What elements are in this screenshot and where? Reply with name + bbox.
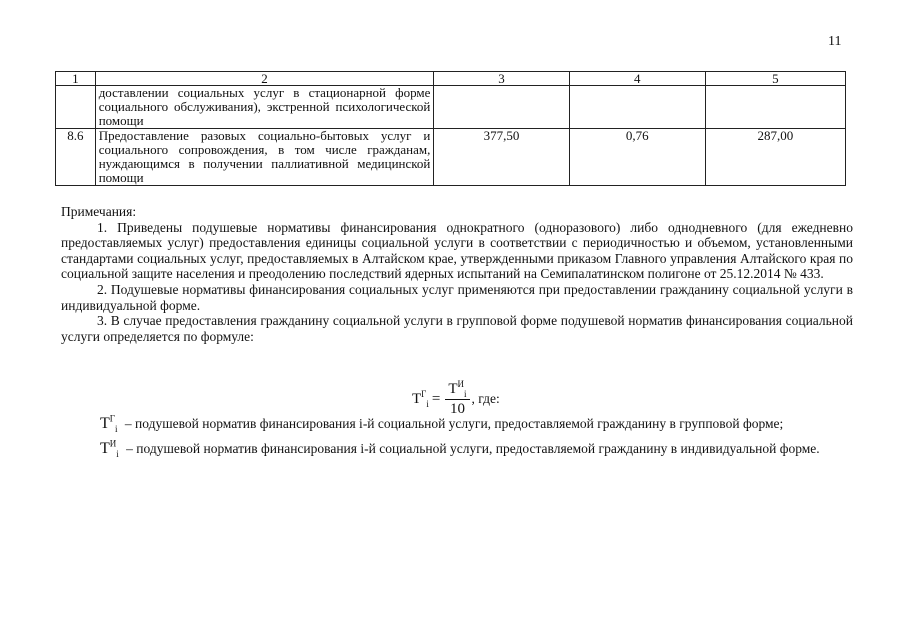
definition-symbol: $T^Г_i$: [100, 413, 118, 435]
service-description: Предоставление разовых социально-бытовых услуг и социального сопровождения, в том числе гражданам, нуждающимся в получении паллиативной медицинской помощи: [98, 128, 431, 185]
formula-equals: =: [431, 390, 441, 407]
service-description: доставлении социальных услуг в стационарной форме социального обслуживания), экстренной психологической помощи: [98, 85, 431, 128]
standards-table: [55, 71, 846, 186]
definition-symbol: $T^И_i$: [100, 438, 119, 460]
formula-lhs: $T^Г_i$: [412, 388, 429, 409]
formula-fraction: [445, 378, 469, 418]
page-number: 11: [828, 34, 842, 49]
note-item: 1. Приведены подушевые нормативы финансирования однократного (одноразового) либо однодневного (для ежедневно предоставляемых услуг) предоставления единицы социальной услуги в соответствии с периодичностью и объемом, установленными стандартами социальных услуг, предоставляемых в Алтайском крае, утвержденными приказом Главного управления Алтайского края по социальной защите населения и преодолению последствий ядерных испытаний на Семипалатинском полигоне от 25.12.2014 № 433.: [61, 219, 853, 282]
header-cell: 3: [434, 72, 569, 86]
header-cell: 1: [56, 72, 96, 86]
value-cell: 287,00: [705, 129, 845, 186]
note-item: 3. В случае предоставления гражданину социальной услуги в групповой форме подушевой норматив финансирования социальной услуги определяется по формуле:: [61, 313, 853, 344]
notes-heading: Примечания:: [61, 204, 137, 219]
note-item: 2. Подушевые нормативы финансирования социальных услуг применяются при предоставлении гражданину социальной услуги в индивидуальной форме.: [61, 281, 853, 313]
value-cell: 377,50: [434, 129, 569, 186]
value-cell: [705, 86, 845, 129]
header-cell: 5: [705, 72, 845, 86]
row-number-cell: [56, 86, 96, 129]
notes-section: [61, 204, 853, 344]
formula: [412, 378, 500, 417]
formula-denominator: 10: [449, 400, 465, 417]
formula-numerator: $T^И_i$: [445, 381, 469, 400]
header-cell: 2: [95, 72, 434, 86]
definition-text: – подушевой норматив финансирования i-й социальной услуги, предоставляемой гражданину в групповой форме;: [124, 416, 784, 431]
value-cell: [569, 86, 705, 129]
table-row: [56, 86, 846, 129]
formula-suffix: , где:: [471, 391, 500, 406]
value-cell: 0,76: [569, 129, 705, 186]
definition-text: – подушевой норматив финансирования i-й социальной услуги, предоставляемой гражданину в индивидуальной форме.: [126, 441, 820, 456]
definition-individual: [100, 440, 820, 458]
table-row: [56, 129, 846, 186]
value-cell: [434, 86, 569, 129]
header-cell: 4: [569, 72, 705, 86]
table-header-row: [56, 72, 846, 86]
row-number-cell: 8.6: [56, 129, 96, 186]
definition-group: [100, 415, 783, 433]
